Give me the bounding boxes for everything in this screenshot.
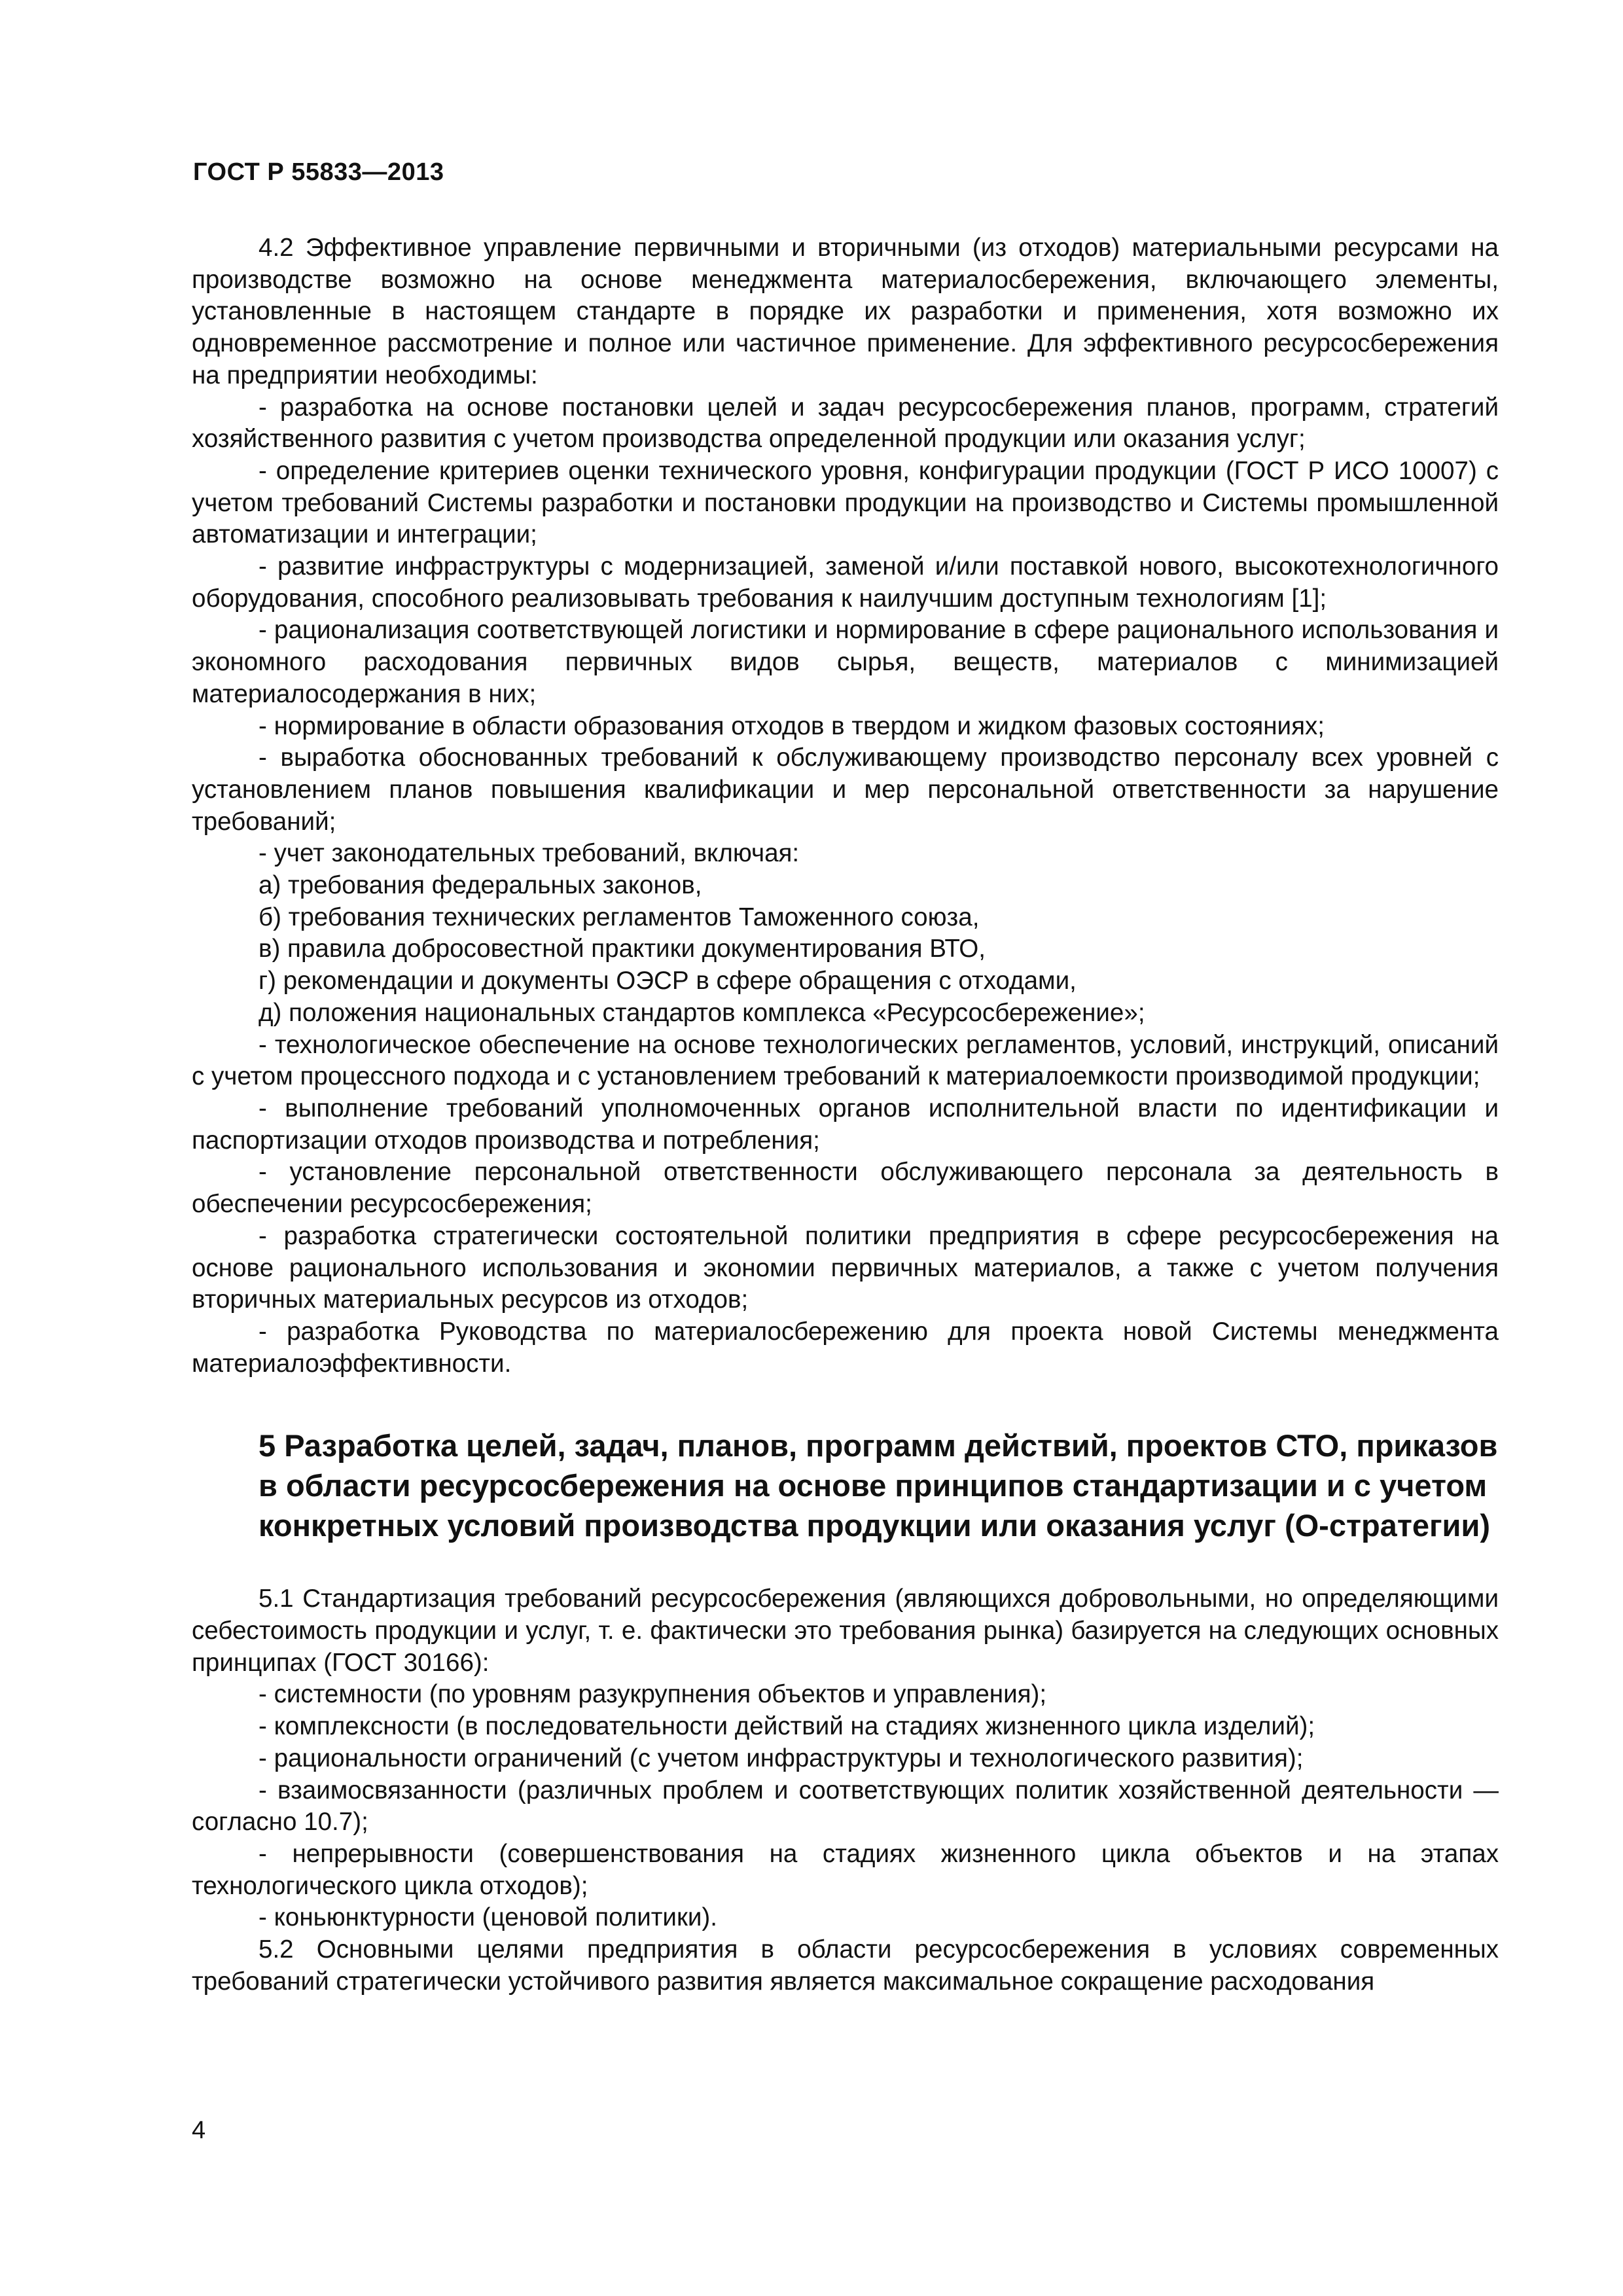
list-item: - нормирование в области образования отходов в твердом и жидком фазовых состояниях; (259, 711, 1325, 740)
list-item: - непрерывности (совершенствования на стадиях жизненного цикла объектов и на этапах технологического цикла отходов); (192, 1839, 1499, 1900)
list-item: - разработка на основе постановки целей и задач ресурсосбережения планов, программ, стратегий хозяйственного развития с учетом производства определенной продукции или оказания услуг; (192, 393, 1499, 454)
paragraph-5-1: 5.1 Стандартизация требований ресурсосбережения (являющихся добровольными, но определяющими себестоимость продукции и услуг, т. е. фактически это требования рынка) базируется на следующих основных принципах (ГОСТ 30166): (192, 1585, 1499, 1677)
list-item: - установление персональной ответственности обслуживающего персонала за деятельность в обеспечении ресурсосбережения; (192, 1158, 1499, 1219)
list-item: б) требования технических регламентов Таможенного союза, (259, 903, 980, 931)
list-item: - разработка Руководства по материалосбережению для проекта новой Системы менеджмента материалоэффективности. (192, 1317, 1499, 1378)
list-item: - коньюнктурности (ценовой политики). (259, 1903, 717, 1932)
page-number: 4 (192, 2117, 206, 2144)
paragraph-5-2: 5.2 Основными целями предприятия в области ресурсосбережения в условиях современных требований стратегически устойчивого развития является максимальное сокращение расходования (192, 1935, 1499, 1996)
list-item: - рационализация соответствующей логистики и нормирование в сфере рационального использования и экономного расходования первичных видов сырья, веществ, материалов с минимизацией материалосодержания в них; (192, 616, 1499, 708)
list-item: - выполнение требований уполномоченных органов исполнительной власти по идентификации и паспортизации отходов производства и потребления; (192, 1094, 1499, 1155)
document-header: ГОСТ Р 55833—2013 (193, 158, 444, 186)
list-item: г) рекомендации и документы ОЭСР в сфере обращения с отходами, (259, 967, 1077, 996)
list-item: - определение критериев оценки технического уровня, конфигурации продукции (ГОСТ Р ИСО 10007) с учетом требований Системы разработки и постановки продукции на производство и Системы промышленной автоматизации и интеграции; (192, 456, 1499, 549)
list-item: - системности (по уровням разукрупнения объектов и управления); (259, 1680, 1047, 1709)
list-item: в) правила добросовестной практики документирования ВТО, (259, 935, 986, 963)
list-item: - рациональности ограничений (с учетом инфраструктуры и технологического развития); (259, 1744, 1304, 1772)
list-item: д) положения национальных стандартов комплекса «Ресурсосбережение»; (259, 998, 1145, 1027)
list-item: - разработка стратегически состоятельной политики предприятия в сфере ресурсосбережения на основе рационального использования и экономии первичных материалов, а также с учетом получения вторичных материальных ресурсов из отходов; (192, 1221, 1499, 1314)
list-item: - учет законодательных требований, включая: (259, 839, 800, 868)
list-item: - комплексности (в последовательности действий на стадиях жизненного цикла изделий); (259, 1712, 1315, 1741)
list-item: - взаимосвязанности (различных проблем и соответствующих политик хозяйственной деятельности — согласно 10.7); (192, 1776, 1499, 1837)
list-item: - технологическое обеспечение на основе технологических регламентов, условий, инструкций, описаний с учетом процессного подхода и с установлением требований к материалоемкости производимой продукции; (192, 1030, 1499, 1091)
paragraph-4-2: 4.2 Эффективное управление первичными и вторичными (из отходов) материальными ресурсами на производстве возможно на основе менеджмента материалосбережения, включающего элементы, установленные в настоящем стандарте в порядке их разработки и применения, хотя возможно их одновременное рассмотрение и полное или частичное применение. Для эффективного ресурсосбережения на предприятии необходимы: (192, 234, 1499, 389)
list-item: а) требования федеральных законов, (259, 871, 702, 900)
list-item: - выработка обоснованных требований к обслуживающему производство персоналу всех уровней с установлением планов повышения квалификации и мер персональной ответственности за нарушение требований; (192, 744, 1499, 836)
body-text (192, 232, 1499, 1998)
list-item: - развитие инфраструктуры с модернизацией, заменой и/или поставкой нового, высокотехнологичного оборудования, способного реализовывать требования к наилучшим доступным технологиям [1]; (192, 552, 1499, 613)
section-5-heading: 5 Разработка целей, задач, планов, программ действий, проектов СТО, приказов в области ресурсосбережения на основе принципов стандартизации и с учетом конкретных условий производства продукции или оказания услуг (О-стратегии) (259, 1428, 1498, 1543)
